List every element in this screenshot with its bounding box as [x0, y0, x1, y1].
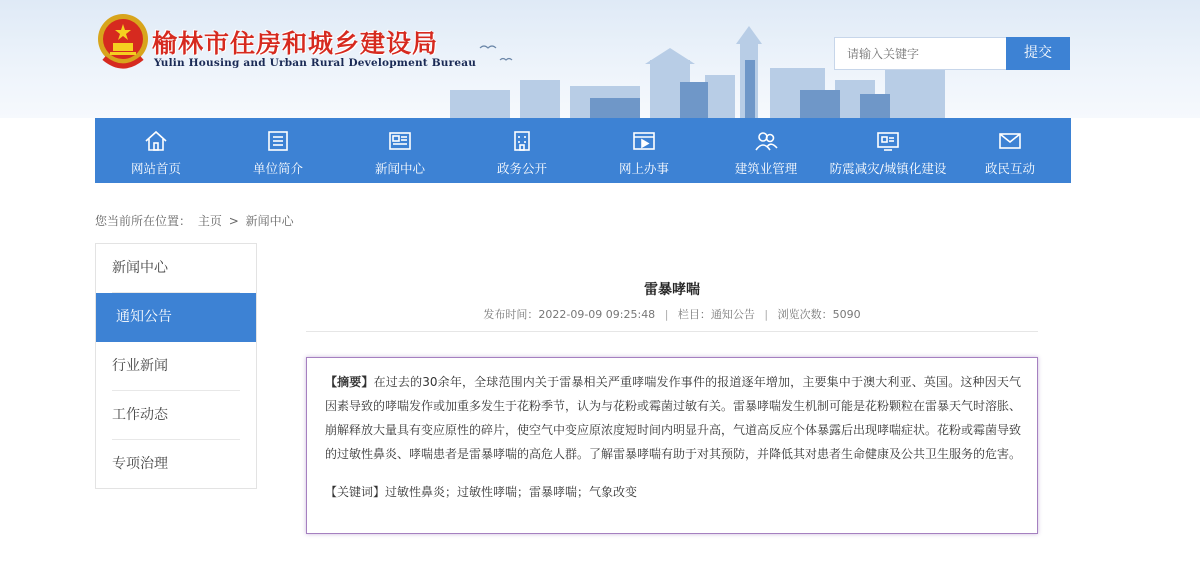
- search-input[interactable]: [835, 38, 1006, 69]
- nav-item-government-affairs[interactable]: [461, 118, 583, 183]
- monitor-icon: [875, 129, 901, 153]
- newspaper-icon: [387, 129, 413, 153]
- nav-label: 网站首页: [130, 161, 181, 176]
- site-title: 榆林市住房和城乡建设局: [152, 29, 439, 58]
- nav-label: 新闻中心: [374, 161, 425, 176]
- breadcrumb-separator: >: [228, 214, 239, 228]
- nav-label: 政民互动: [984, 161, 1035, 176]
- view-count: 浏览次数：5090: [777, 308, 861, 321]
- people-icon: [753, 129, 779, 153]
- search-box: [834, 37, 1006, 70]
- sidebar-item-industry-news[interactable]: 行业新闻: [96, 342, 256, 391]
- article-meta: [306, 306, 1038, 322]
- main-nav: [95, 118, 1071, 183]
- nav-item-public-interaction[interactable]: [949, 118, 1071, 183]
- breadcrumb-prefix: 您当前所在位置：: [95, 214, 192, 228]
- document-list-icon: [265, 129, 291, 153]
- nav-item-home[interactable]: [95, 118, 217, 183]
- breadcrumb-link-news[interactable]: 新闻中心: [245, 214, 294, 228]
- meta-separator: |: [764, 308, 769, 321]
- nav-label: 防震减灾/城镇化建设: [829, 161, 947, 176]
- meta-separator: |: [664, 308, 669, 321]
- abstract-paragraph: [325, 370, 1021, 466]
- nav-item-construction-management[interactable]: [705, 118, 827, 183]
- sidebar-item-news-center[interactable]: 新闻中心: [96, 244, 256, 293]
- sidebar: [95, 243, 257, 489]
- article-column: 栏目：通知公告: [677, 308, 755, 321]
- abstract-text: 在过去的30余年，全球范围内关于雷暴相关严重哮喘发作事件的报道逐年增加，主要集中于澳大利亚、英国。这种因天气因素导致的哮喘发作或加重多发生于花粉季节，认为与花粉或霉菌过敏有关。雷暴哮喘发生机制可能是花粉颗粒在雷暴天气时溶胀、崩解释放大量具有变应原性的碎片，使空气中变应原浓度短时间内明显升高，气道高反应个体暴露后出现哮喘症状。花粉或霉菌导致的过敏性鼻炎、哮喘患者是雷暴哮喘的高危人群。了解雷暴哮喘有助于对其预防，并降低其对患者生命健康及公共卫生服务的危害。: [325, 375, 1022, 461]
- sidebar-item-work-updates[interactable]: 工作动态: [96, 391, 256, 440]
- search-submit-button[interactable]: 提交: [1006, 37, 1070, 70]
- nav-item-news[interactable]: [339, 118, 461, 183]
- sidebar-item-special-governance[interactable]: 专项治理: [112, 456, 168, 472]
- home-icon: [143, 129, 169, 153]
- site-header: [0, 0, 1200, 118]
- nav-item-about[interactable]: [217, 118, 339, 183]
- building-icon: [509, 129, 535, 153]
- site-subtitle: Yulin Housing and Urban Rural Development Bureau: [154, 57, 477, 69]
- article-abstract-box: [306, 357, 1038, 534]
- national-emblem-icon: [96, 12, 150, 72]
- article-title: 雷暴哮喘: [644, 282, 700, 298]
- sidebar-item-notices[interactable]: 通知公告: [96, 293, 256, 342]
- title-divider: [306, 331, 1038, 332]
- nav-item-online-services[interactable]: [583, 118, 705, 183]
- keywords: 【关键词】过敏性鼻炎；过敏性哮喘；雷暴哮喘；气象改变: [325, 485, 638, 499]
- nav-item-disaster-urbanization[interactable]: [827, 118, 949, 183]
- nav-label: 政务公开: [496, 161, 547, 176]
- abstract-label: 【摘要】: [325, 375, 374, 389]
- nav-label: 单位简介: [252, 161, 303, 176]
- mail-icon: [997, 129, 1023, 153]
- breadcrumb-link-home[interactable]: 主页: [197, 214, 222, 228]
- publish-time: 发布时间：2022-09-09 09:25:48: [483, 308, 656, 321]
- nav-label: 建筑业管理: [734, 161, 798, 176]
- nav-label: 网上办事: [618, 161, 669, 176]
- video-play-icon: [631, 129, 657, 153]
- breadcrumb: [95, 212, 297, 229]
